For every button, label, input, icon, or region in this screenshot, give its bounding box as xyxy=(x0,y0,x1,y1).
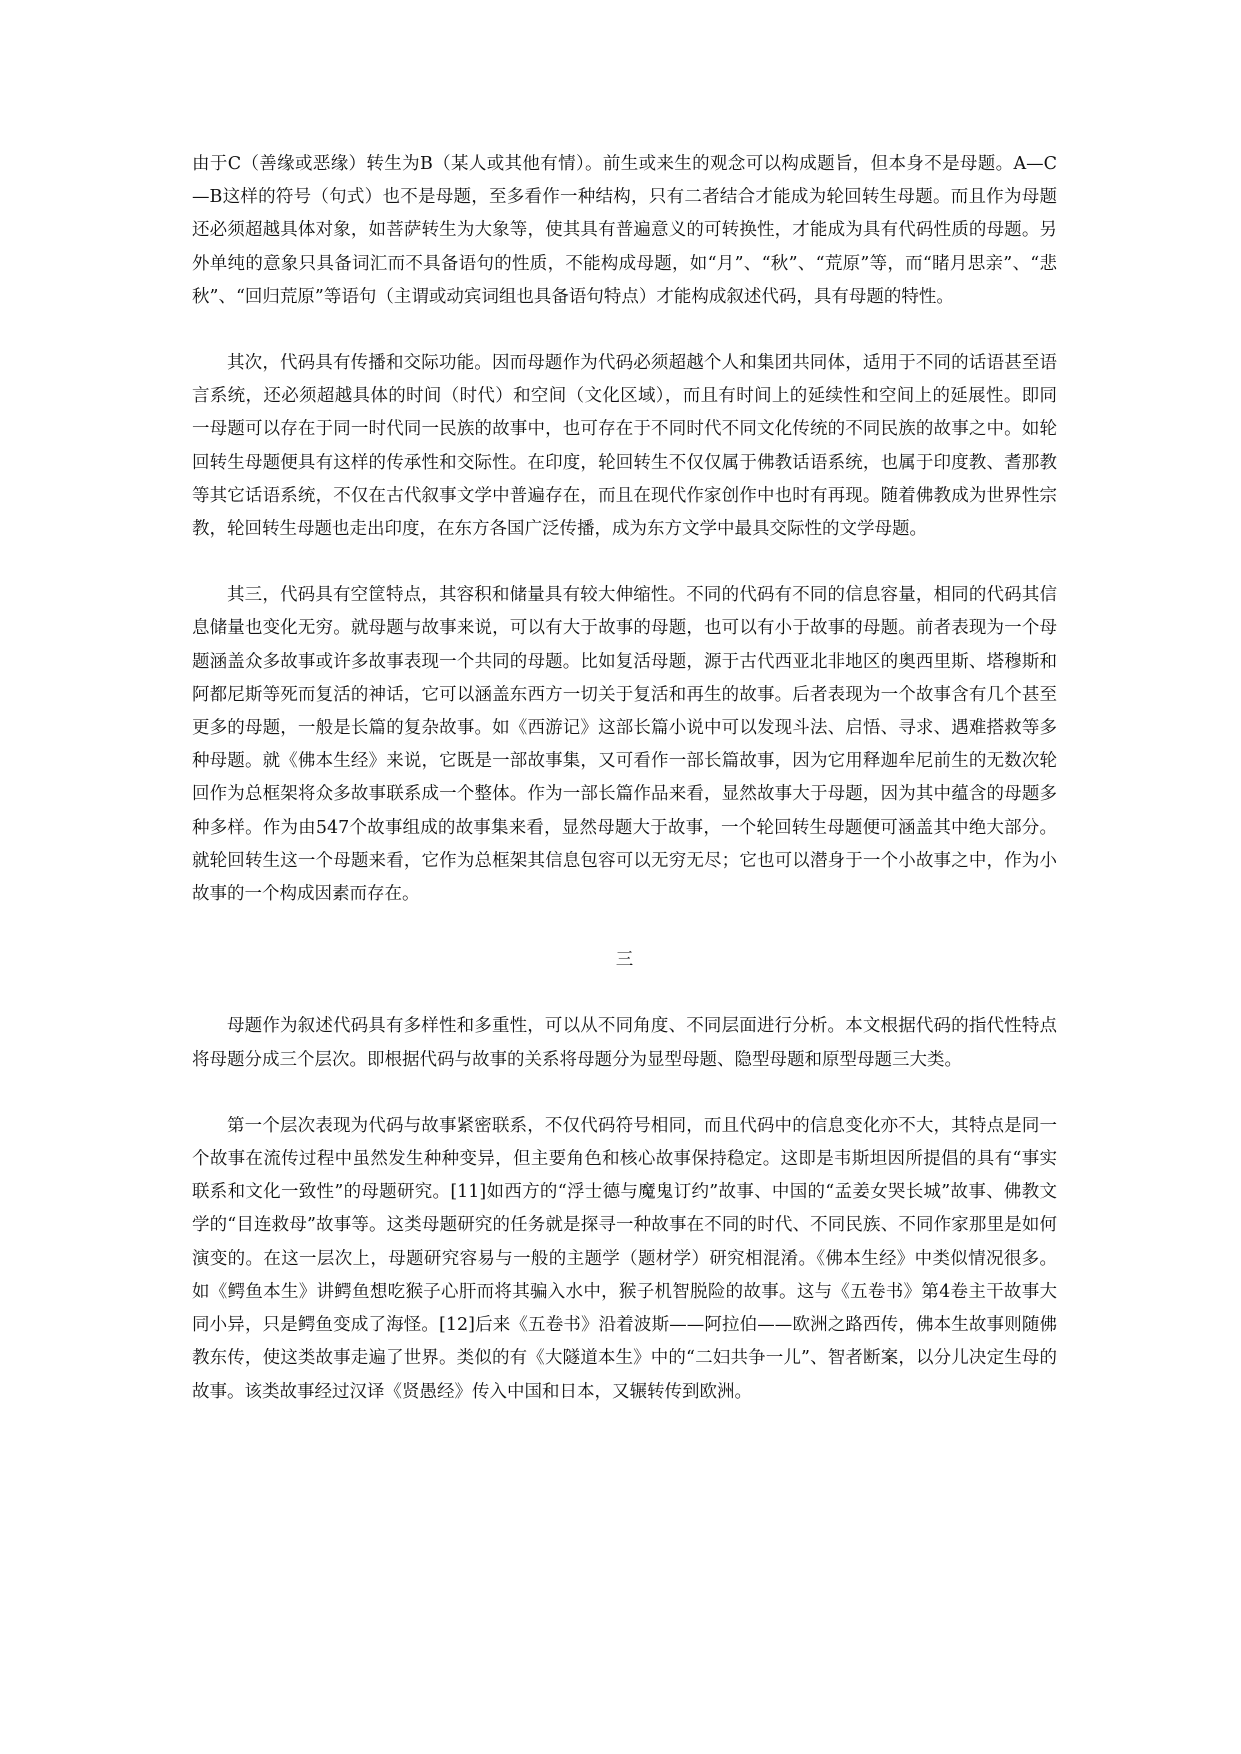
paragraph-gap xyxy=(192,977,1057,1010)
paragraph-2: 其次，代码具有传播和交际功能。因而母题作为代码必须超越个人和集团共同体，适用于不同的话语甚至语言系统，还必须超越具体的时间（时代）和空间（文化区域），而且有时间上的延续性和空间上的延展性。即同一母题可以存在于同一时代同一民族的故事中，也可存在于不同时代不同文化传统的不同民族的故事之中。如轮回转生母题便具有这样的传承性和交际性。在印度，轮回转生不仅仅属于佛教话语系统，也属于印度教、耆那教等其它话语系统，不仅在古代叙事文学中普遍存在，而且在现代作家创作中也时有再现。随着佛教成为世界性宗教，轮回转生母题也走出印度，在东方各国广泛传播，成为东方文学中最具交际性的文学母题。 xyxy=(192,353,1057,540)
paragraph-gap xyxy=(192,911,1057,944)
paragraph-1: 由于C（善缘或恶缘）转生为B（某人或其他有情）。前生或来生的观念可以构成题旨，但本身不是母题。A—C—B这样的符号（句式）也不是母题，至多看作一种结构，只有二者结合才能成为轮回转生母题。而且作为母题还必须超越具体对象，如菩萨转生为大象等，使其具有普遍意义的可转换性，才能成为具有代码性质的母题。另外单纯的意象只具备词汇而不具备语句的性质，不能构成母题，如“月”、“秋”、“荒原”等，而“睹月思亲”、“悲秋”、“回归荒原”等语句（主谓或动宾词组也具备语句特点）才能构成叙述代码，具有母题的特性。 xyxy=(192,154,1057,307)
paragraph-5: 第一个层次表现为代码与故事紧密联系，不仅代码符号相同，而且代码中的信息变化亦不大，其特点是同一个故事在流传过程中虽然发生种种变异，但主要角色和核心故事保持稳定。这即是韦斯坦因所提倡的具有“事实联系和文化一致性”的母题研究。[11]如西方的“浮士德与魔鬼订约”故事、中国的“孟姜女哭长城”故事、佛教文学的“目连救母”故事等。这类母题研究的任务就是探寻一种故事在不同的时代、不同民族、不同作家那里是如何演变的。在这一层次上，母题研究容易与一般的主题学（题材学）研究相混淆。《佛本生经》中类似情况很多。如《鳄鱼本生》讲鳄鱼想吃猴子心肝而将其骗入水中，猴子机智脱险的故事。这与《五卷书》第4卷主干故事大同小异，只是鳄鱼变成了海怪。[12]后来《五卷书》沿着波斯——阿拉伯——欧洲之路西传，佛本生故事则随佛教东传，使这类故事走遍了世界。类似的有《大隧道本生》中的“二妇共争一儿”、智者断案，以分儿决定生母的故事。该类故事经过汉译《贤愚经》传入中国和日本，又辗转传到欧洲。 xyxy=(192,1115,1057,1402)
paragraph-gap xyxy=(192,1077,1057,1110)
paragraph-4: 母题作为叙述代码具有多样性和多重性，可以从不同角度、不同层面进行分析。本文根据代码的指代性特点将母题分成三个层次。即根据代码与故事的关系将母题分为显型母题、隐型母题和原型母题三大类。 xyxy=(192,1016,1057,1070)
section-heading: 三 xyxy=(615,950,634,971)
paragraph-gap xyxy=(192,314,1057,347)
document-body xyxy=(192,148,1057,1409)
paragraph-3: 其三，代码具有空筐特点，其容积和储量具有较大伸缩性。不同的代码有不同的信息容量，相同的代码其信息储量也变化无穷。就母题与故事来说，可以有大于故事的母题，也可以有小于故事的母题。前者表现为一个母题涵盖众多故事或许多故事表现一个共同的母题。比如复活母题，源于古代西亚北非地区的奥西里斯、塔穆斯和阿都尼斯等死而复活的神话，它可以涵盖东西方一切关于复活和再生的故事。后者表现为一个故事含有几个甚至更多的母题，一般是长篇的复杂故事。如《西游记》这部长篇小说中可以发现斗法、启悟、寻求、遇难搭救等多种母题。就《佛本生经》来说，它既是一部故事集，又可看作一部长篇故事，因为它用释迦牟尼前生的无数次轮回作为总框架将众多故事联系成一个整体。作为一部长篇作品来看，显然故事大于母题，因为其中蕴含的母题多种多样。作为由547个故事组成的故事集来看，显然母题大于故事，一个轮回转生母题便可涵盖其中绝大部分。就轮回转生这一个母题来看，它作为总框架其信息包容可以无穷无尽；它也可以潜身于一个小故事之中，作为小故事的一个构成因素而存在。 xyxy=(192,585,1057,905)
paragraph-gap xyxy=(192,546,1057,579)
